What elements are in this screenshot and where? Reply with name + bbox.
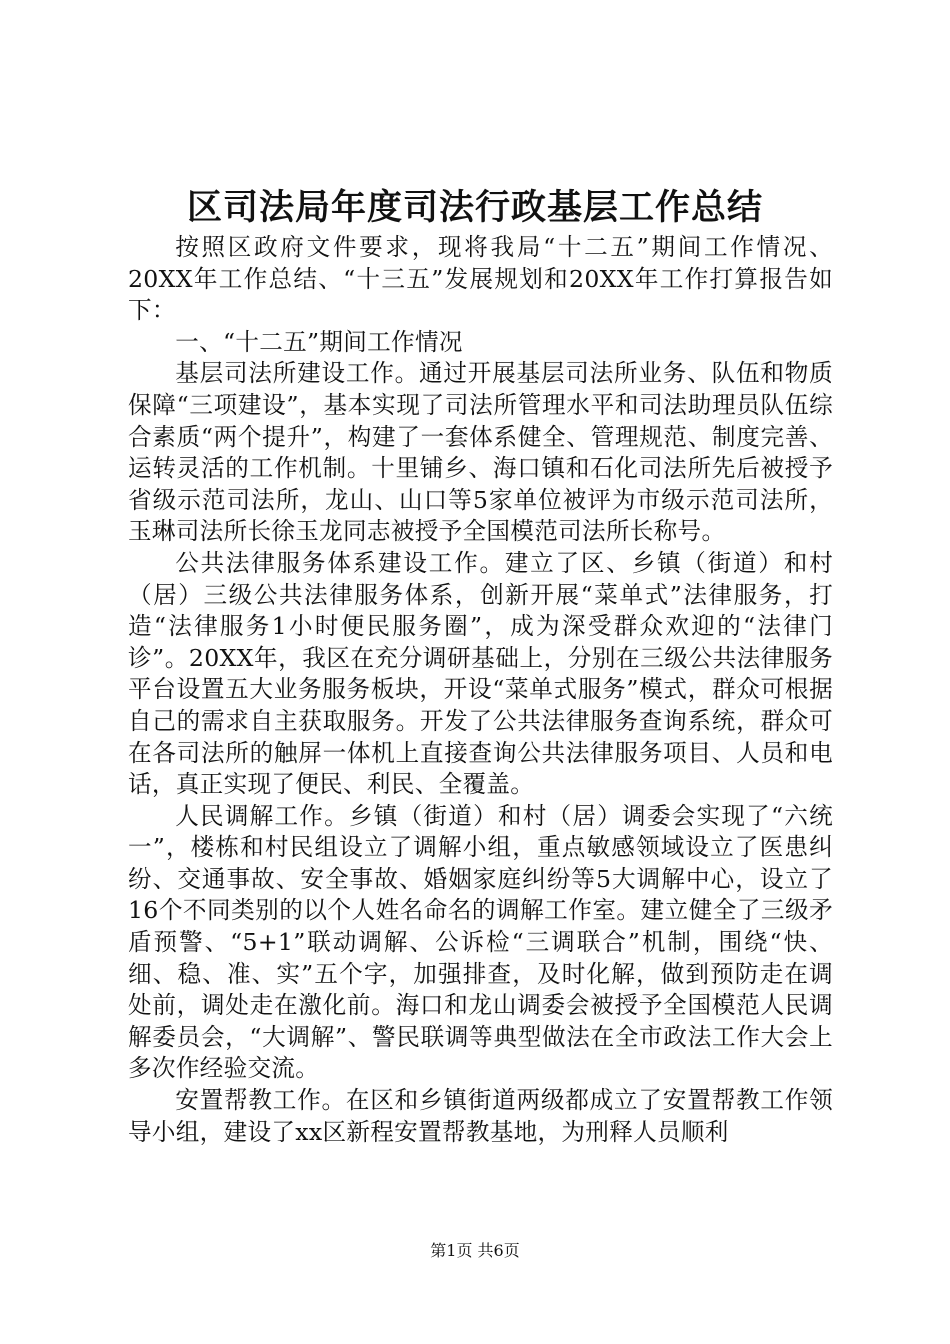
body-paragraph: 安置帮教工作。在区和乡镇街道两级都成立了安置帮教工作领导小组，建设了xx区新程安置帮教基地，为刑释人员顺利 — [128, 1086, 833, 1146]
document-body — [128, 232, 833, 1148]
section-heading: 一、“十二五”期间工作情况 — [175, 327, 463, 356]
body-paragraph: 公共法律服务体系建设工作。建立了区、乡镇（街道）和村（居）三级公共法律服务体系，创新开展“菜单式”法律服务，打造“法律服务1小时便民服务圈”，成为深受群众欢迎的“法律门诊”。20XX年，我区在充分调研基础上，分别在三级公共法律服务平台设置五大业务服务板块，开设“菜单式服务”模式，群众可根据自己的需求自主获取服务。开发了公共法律服务查询系统，群众可在各司法所的触屏一体机上直接查询公共法律服务项目、人员和电话，真正实现了便民、利民、全覆盖。 — [128, 548, 833, 799]
body-paragraph: 基层司法所建设工作。通过开展基层司法所业务、队伍和物质保障“三项建设”，基本实现了司法所管理水平和司法助理员队伍综合素质“两个提升”，构建了一套体系健全、管理规范、制度完善、运转灵活的工作机制。十里铺乡、海口镇和石化司法所先后被授予省级示范司法所，龙山、山口等5家单位被评为市级示范司法所，玉琳司法所长徐玉龙同志被授予全国模范司法所长称号。 — [128, 359, 833, 546]
page-number-footer: 第1页 共6页 — [430, 1241, 520, 1260]
body-paragraph: 人民调解工作。乡镇（街道）和村（居）调委会实现了“六统一”，楼栋和村民组设立了调解小组，重点敏感领域设立了医患纠纷、交通事故、安全事故、婚姻家庭纠纷等5大调解中心，设立了16个不同类别的以个人姓名命名的调解工作室。建立健全了三级矛盾预警、“5+1”联动调解、公诉检“三调联合”机制，围绕“快、细、稳、准、实”五个字，加强排查，及时化解，做到预防走在调处前，调处走在激化前。海口和龙山调委会被授予全国模范人民调解委员会，“大调解”、警民联调等典型做法在全市政法工作大会上多次作经验交流。 — [128, 801, 833, 1083]
document-title: 区司法局年度司法行政基层工作总结 — [186, 187, 763, 228]
intro-paragraph: 按照区政府文件要求，现将我局“十二五”期间工作情况、20XX年工作总结、“十三五”发展规划和20XX年工作打算报告如下： — [128, 233, 833, 325]
